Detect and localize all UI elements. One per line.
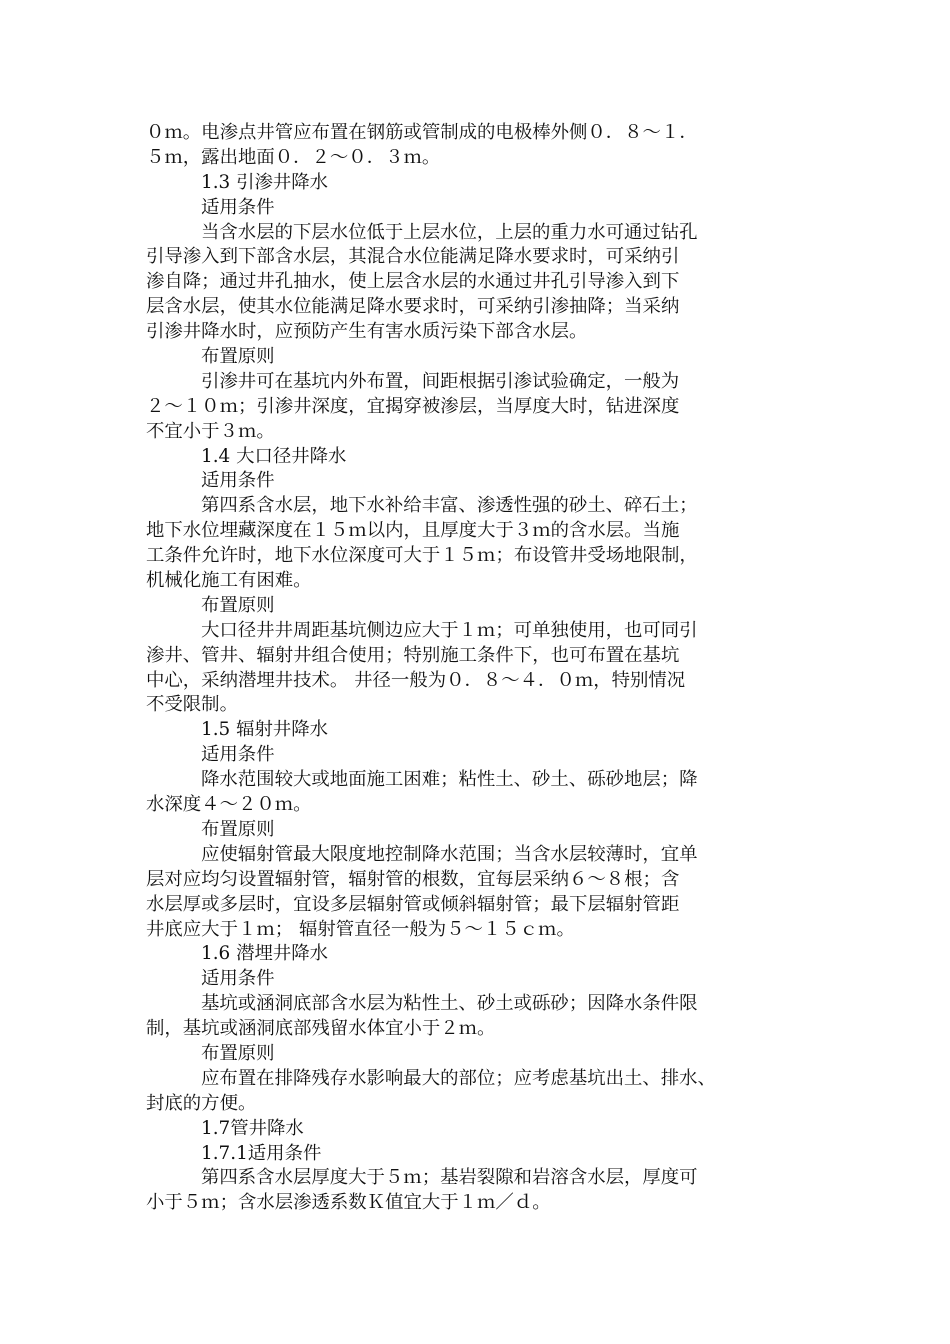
text-line: 引渗井可在基坑内外布置，间距根据引渗试验确定，一般为: [201, 370, 680, 392]
text-line: 工条件允许时，地下水位深度可大于１５ｍ；布设管井受场地限制，: [146, 545, 698, 567]
text-line: 地下水位埋藏深度在１５ｍ以内，且厚度大于３ｍ的含水层。当施: [146, 520, 680, 542]
text-line: 机械化施工有困难。: [146, 570, 312, 592]
text-line: 渗自降；通过井孔抽水，使上层含水层的水通过井孔引导渗入到下: [146, 271, 680, 293]
text-line: 不受限制。: [146, 694, 238, 716]
text-line: 第四系含水层厚度大于５ｍ；基岩裂隙和岩溶含水层，厚度可: [201, 1167, 698, 1189]
text-line: 1.5 辐射井降水: [201, 719, 329, 741]
text-line: 适用条件: [201, 470, 275, 492]
text-line: 适用条件: [201, 196, 275, 218]
text-line: 1.7管井降水: [201, 1117, 304, 1139]
text-line: 1.4 大口径井降水: [201, 445, 347, 467]
text-line: 中心，采纳潜埋井技术。 井径一般为０．８～４．０ｍ，特别情况: [146, 669, 686, 691]
text-line: 不宜小于３ｍ。: [146, 420, 275, 442]
text-line: 井底应大于１ｍ； 辐射管直径一般为５～１５ｃｍ。: [146, 918, 575, 940]
text-line: 封底的方便。: [146, 1092, 257, 1114]
text-line: 基坑或涵洞底部含水层为粘性土、砂土或砾砂；因降水条件限: [201, 993, 698, 1015]
text-line: 第四系含水层，地下水补给丰富、渗透性强的砂土、碎石土；: [201, 495, 698, 517]
text-line: ５ｍ，露出地面０．２～０．３ｍ。: [146, 146, 441, 168]
text-line: ０ｍ。电渗点井管应布置在钢筋或管制成的电极棒外侧０．８～１．: [146, 122, 698, 143]
text-line: 制，基坑或涵洞底部残留水体宜小于２ｍ。: [146, 1018, 496, 1040]
text-line: 1.7.1适用条件: [201, 1142, 322, 1164]
text-line: 应使辐射管最大限度地控制降水范围；当含水层较薄时，宜单: [201, 843, 698, 865]
text-line: 布置原则: [201, 1042, 275, 1064]
document-body: [146, 121, 806, 1216]
text-line: 降水范围较大或地面施工困难；粘性土、砂土、砾砂地层；降: [201, 769, 698, 791]
text-line: 小于５ｍ；含水层渗透系数Ｋ值宜大于１ｍ／ｄ。: [146, 1192, 551, 1214]
text-line: 应布置在排降残存水影响最大的部位；应考虑基坑出土、排水、: [201, 1067, 716, 1089]
text-line: 布置原则: [201, 594, 275, 616]
text-line: ２～１０ｍ；引渗井深度，宜揭穿被渗层，当厚度大时，钻进深度: [146, 395, 680, 417]
text-line: 布置原则: [201, 346, 275, 368]
text-line: 适用条件: [201, 744, 275, 766]
text-line: 适用条件: [201, 968, 275, 990]
text-line: 1.3 引渗井降水: [201, 171, 329, 193]
text-line: 当含水层的下层水位低于上层水位，上层的重力水可通过钻孔: [201, 221, 698, 243]
text-line: 引渗井降水时，应预防产生有害水质污染下部含水层。: [146, 321, 588, 343]
text-line: 层含水层，使其水位能满足降水要求时，可采纳引渗抽降；当采纳: [146, 296, 680, 318]
text-line: 渗井、管井、辐射井组合使用；特别施工条件下，也可布置在基坑: [146, 644, 680, 666]
text-line: 引导渗入到下部含水层，其混合水位能满足降水要求时，可采纳引: [146, 246, 680, 268]
text-line: 水深度４～２０ｍ。: [146, 794, 312, 816]
text-line: 1.6 潜埋井降水: [201, 943, 329, 965]
text-line: 布置原则: [201, 818, 275, 840]
text-line: 大口径井井周距基坑侧边应大于１ｍ；可单独使用，也可同引: [201, 619, 698, 641]
text-line: 层对应均匀设置辐射管，辐射管的根数，宜每层采纳６～８根；含: [146, 868, 680, 890]
text-line: 水层厚或多层时，宜设多层辐射管或倾斜辐射管；最下层辐射管距: [146, 893, 680, 915]
